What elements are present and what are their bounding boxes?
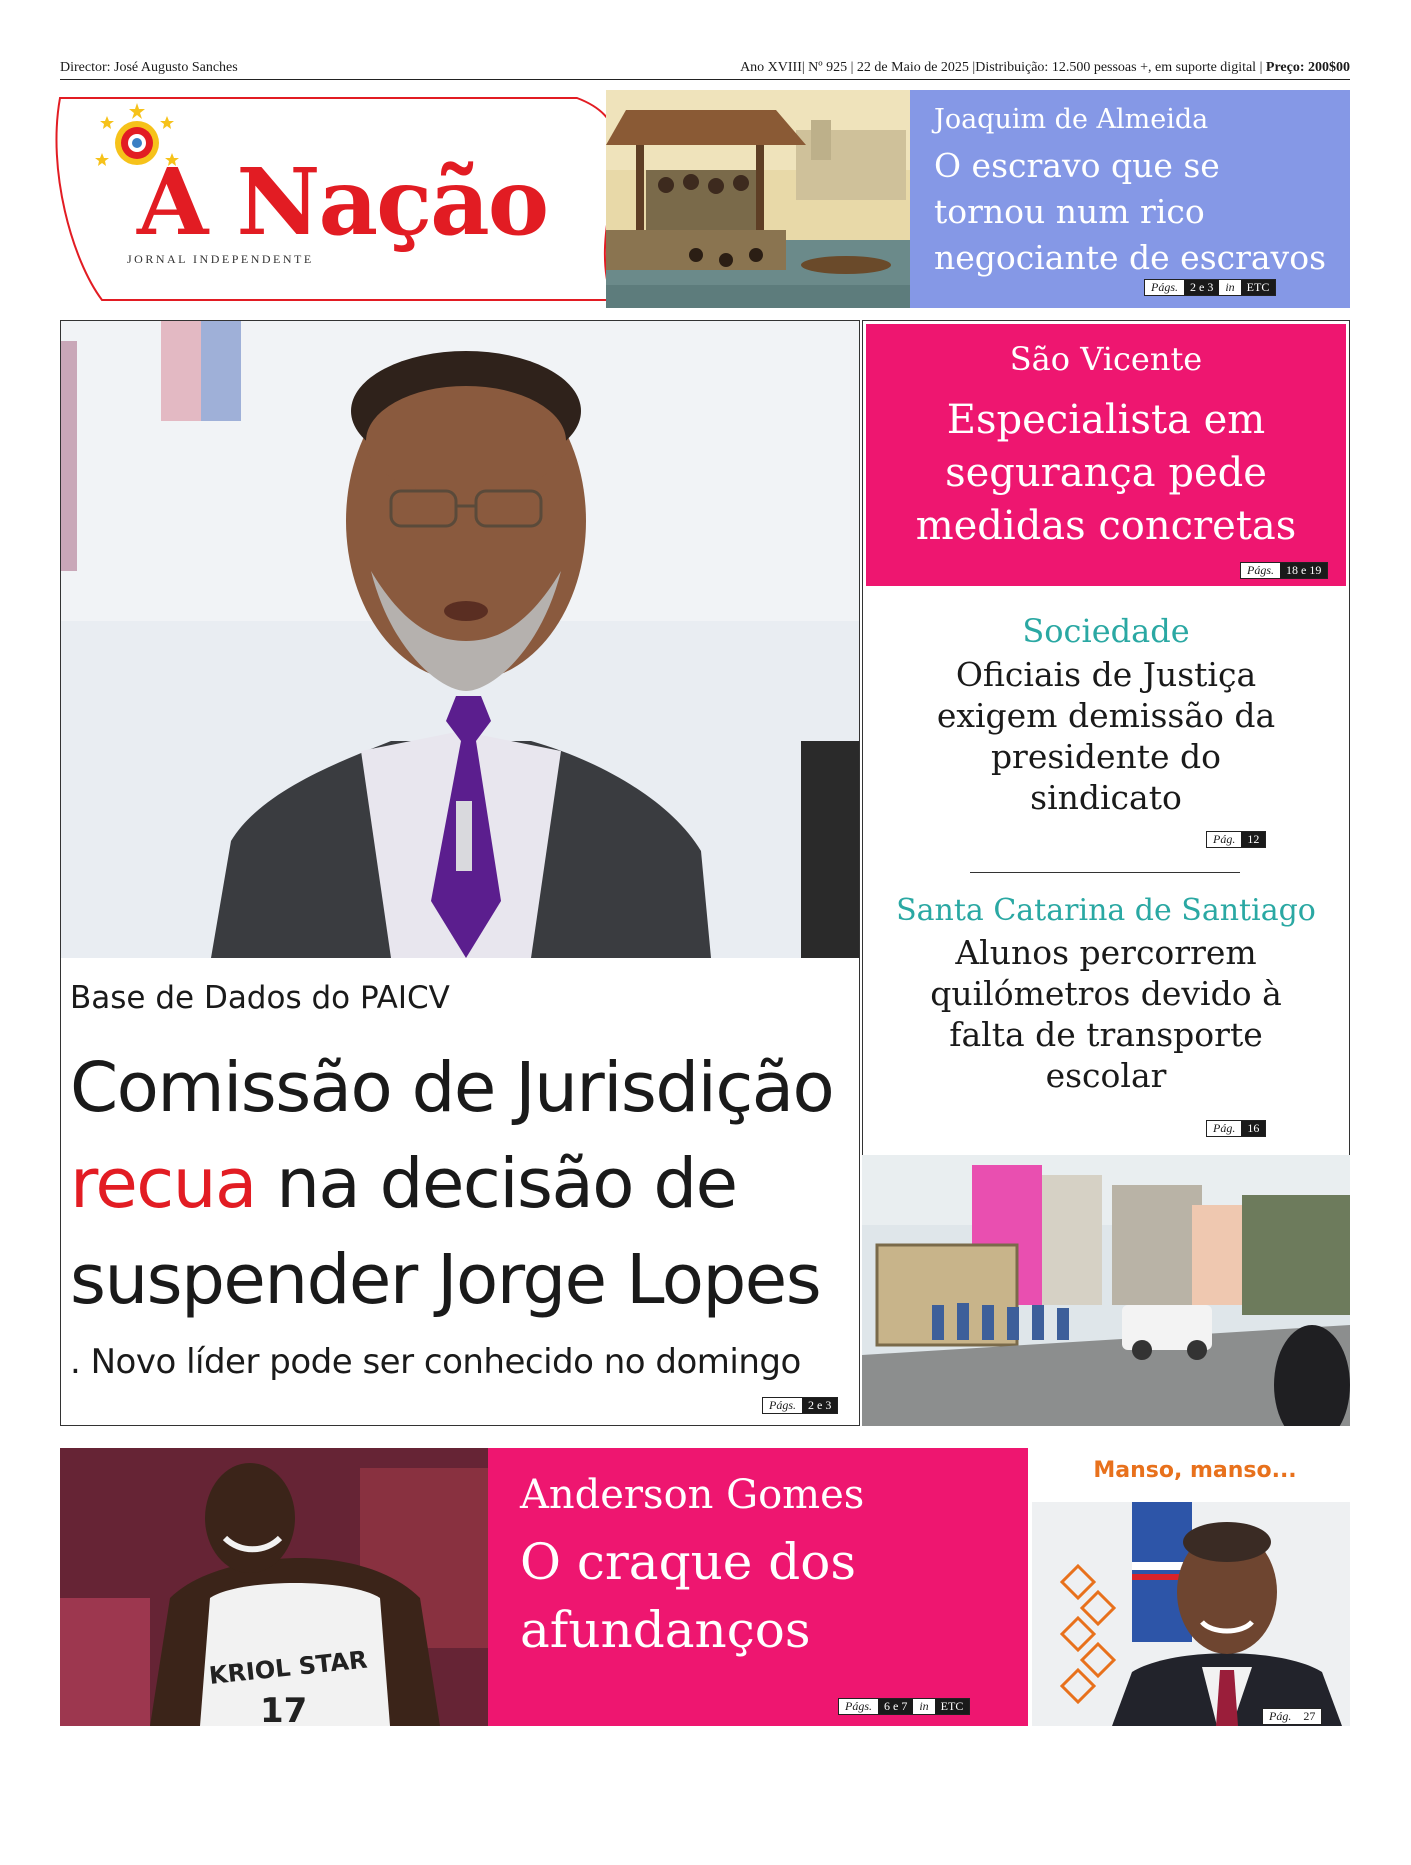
zigzag-photo[interactable] — [1032, 1502, 1350, 1726]
sport-headline: O craque dos afundanços — [520, 1533, 857, 1659]
santa-catarina-story[interactable] — [866, 893, 1346, 1096]
sao-vicente-headline: Especialista em segurança pede medidas concretas — [915, 397, 1297, 549]
lead-subhead: . Novo líder pode ser conhecido no domingo — [70, 1342, 801, 1382]
sociedade-page-ref[interactable] — [1206, 831, 1266, 848]
page-ref-number: 27 — [1303, 1709, 1316, 1723]
history-story-box[interactable] — [910, 90, 1350, 308]
history-headline: O escravo que se tornou num rico negociante de escravos — [934, 146, 1327, 277]
jersey-number: 17 — [260, 1691, 308, 1726]
sport-kicker: Anderson Gomes — [520, 1472, 865, 1518]
zigzag-logo — [1060, 1564, 1120, 1704]
masthead[interactable] — [52, 90, 632, 308]
price: Preço: 200$00 — [1265, 60, 1350, 75]
basketball-photo[interactable] — [60, 1448, 488, 1726]
page-ref-number: 12 — [1241, 832, 1265, 847]
lead-kicker: Base de Dados do PAICV — [70, 980, 450, 1016]
santa-catarina-page-ref[interactable] — [1206, 1120, 1266, 1137]
lead-headline-rest: na decisão de suspender Jorge Lopes — [70, 1144, 821, 1320]
sao-vicente-box[interactable] — [866, 324, 1346, 586]
sociedade-story[interactable] — [866, 612, 1346, 818]
page-ref-number: 2 e 3 — [1184, 280, 1219, 295]
santa-catarina-headline: Alunos percorrem quilómetros devido à falta de transporte escolar — [930, 933, 1282, 1095]
page-ref-label: Págs. — [769, 1398, 796, 1412]
history-painting[interactable] — [606, 90, 912, 308]
history-page-ref[interactable] — [1144, 279, 1276, 296]
issue-info — [740, 60, 1350, 76]
page-ref-label: Págs. — [1247, 563, 1274, 577]
zigzag-logo-icon — [1060, 1564, 1120, 1704]
page-ref-label: Págs. — [1151, 280, 1178, 294]
page-ref-in: in — [1225, 280, 1235, 294]
lead-page-ref[interactable] — [762, 1397, 838, 1414]
director-credit: Director: José Augusto Sanches — [60, 60, 238, 75]
sociedade-kicker: Sociedade — [1022, 612, 1190, 650]
lead-headline[interactable] — [70, 1040, 850, 1328]
page-ref-label: Pág. — [1213, 832, 1236, 846]
lead-headline-first: Comissão de Jurisdição — [70, 1048, 834, 1128]
page-ref-label: Pág. — [1213, 1121, 1236, 1135]
zigzag-page-ref[interactable] — [1262, 1708, 1322, 1725]
lead-photo[interactable] — [61, 321, 859, 958]
sociedade-headline: Oficiais de Justiça exigem demissão da presidente do sindicato — [936, 655, 1276, 817]
history-kicker: Joaquim de Almeida — [934, 104, 1209, 135]
speaker-portrait — [61, 321, 859, 958]
basketball-player — [60, 1448, 488, 1726]
page-ref-number: 6 e 7 — [878, 1699, 913, 1714]
issue-details: Ano XVIII| Nº 925 | 22 de Maio de 2025 |Distribuição: 12.500 pessoas +, em suporte digital | — [740, 60, 1266, 75]
lead-headline-highlight: recua — [70, 1144, 256, 1224]
page-ref-in: in — [919, 1699, 929, 1713]
painting-illustration — [606, 90, 912, 308]
page-ref-label: Pág. — [1269, 1709, 1292, 1723]
jersey-text: KRIOL STAR — [207, 1645, 369, 1690]
students-street-photo[interactable] — [862, 1155, 1350, 1426]
page-ref-number: 16 — [1241, 1121, 1265, 1136]
sao-vicente-page-ref[interactable] — [1240, 562, 1328, 579]
page-ref-section: ETC — [935, 1699, 970, 1714]
page-ref-label: Págs. — [845, 1699, 872, 1713]
page-ref-section: ETC — [1241, 280, 1276, 295]
zigzag-kicker: Manso, manso... — [1093, 1458, 1297, 1483]
sport-page-ref[interactable] — [838, 1698, 970, 1715]
santa-catarina-kicker: Santa Catarina de Santiago — [896, 893, 1316, 928]
street-scene — [862, 1155, 1350, 1426]
masthead-subtitle: JORNAL INDEPENDENTE — [127, 252, 314, 266]
masthead-title: A Nação — [137, 148, 548, 256]
page-ref-number: 2 e 3 — [802, 1398, 837, 1413]
sport-story-box[interactable] — [488, 1448, 1028, 1726]
header-bar — [60, 58, 1350, 80]
page-ref-number: 18 e 19 — [1280, 563, 1327, 578]
section-divider — [970, 872, 1240, 873]
sao-vicente-kicker: São Vicente — [1009, 340, 1203, 378]
